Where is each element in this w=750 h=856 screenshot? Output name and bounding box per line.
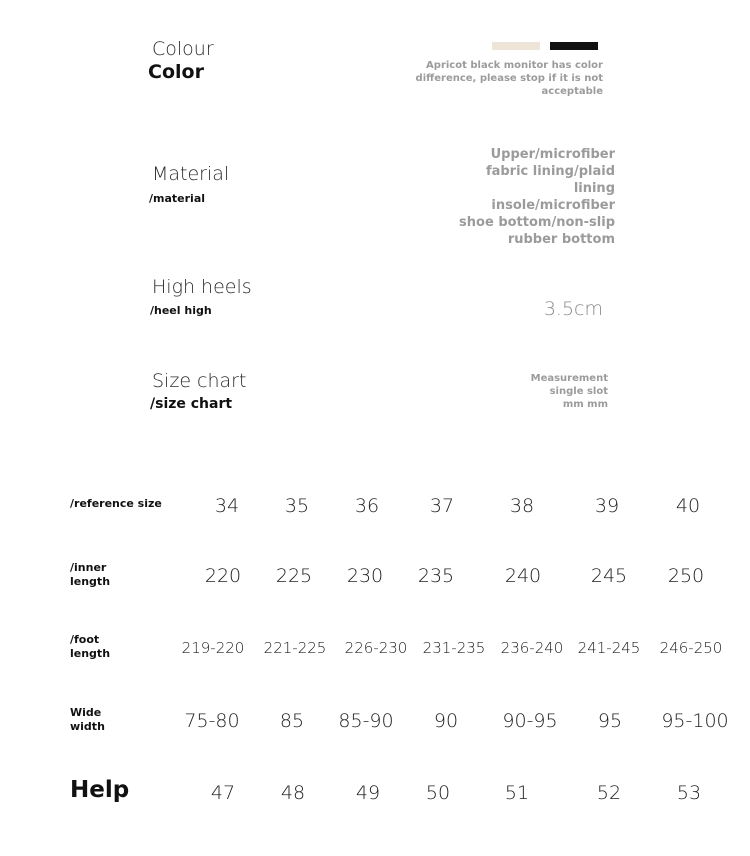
table-cell: 90: [433, 710, 459, 732]
heel-title-cn: /heel high: [150, 304, 212, 317]
heel-height-value: 3.5cm: [543, 298, 603, 320]
table-cell: 34: [214, 495, 240, 517]
table-cell: 48: [280, 782, 306, 804]
table-row-label: [70, 776, 129, 804]
row-label-line: /foot: [70, 633, 100, 646]
row-label-line: length: [70, 575, 111, 588]
table-cell: 231-235: [422, 639, 486, 657]
color-title-cn: Color: [148, 61, 204, 83]
table-row-label: [70, 561, 110, 589]
material-line: lining: [573, 181, 615, 196]
table-cell: 246-250: [659, 639, 723, 657]
row-label-line: Help: [70, 777, 130, 803]
table-cell: 235: [417, 565, 455, 587]
material-line: Upper/microfiber: [490, 147, 615, 162]
row-label-line: /inner: [70, 561, 107, 574]
table-cell: 51: [504, 782, 530, 804]
sizechart-note-line: Measurement: [530, 373, 608, 384]
table-row-label: [70, 706, 105, 734]
table-row-label: [70, 497, 162, 511]
color-note-line: acceptable: [541, 86, 603, 97]
table-cell: 39: [594, 495, 620, 517]
row-label-line: length: [70, 647, 111, 660]
table-cell: 40: [675, 495, 701, 517]
material-line: rubber bottom: [507, 232, 615, 247]
material-line: fabric lining/plaid: [485, 164, 615, 179]
apricot-swatch: [492, 42, 540, 50]
table-cell: 53: [676, 782, 702, 804]
table-cell: 36: [354, 495, 380, 517]
sizechart-title-en: Size chart: [152, 370, 247, 392]
sizechart-note-line: single slot: [549, 386, 608, 397]
row-label-line: width: [70, 720, 105, 733]
material-line: insole/microfiber: [491, 198, 615, 213]
material-title-cn: /material: [149, 192, 206, 205]
table-cell: 225: [275, 565, 313, 587]
table-cell: 241-245: [577, 639, 641, 657]
material-line: shoe bottom/non-slip: [459, 215, 615, 230]
table-cell: 50: [425, 782, 451, 804]
sizechart-note: [531, 372, 608, 411]
table-cell: 38: [509, 495, 535, 517]
table-cell: 220: [204, 565, 242, 587]
table-cell: 37: [429, 495, 455, 517]
heel-title-en: High heels: [152, 276, 252, 298]
table-cell: 35: [284, 495, 310, 517]
row-label-line: Wide: [70, 706, 102, 719]
table-cell: 240: [504, 565, 542, 587]
table-cell: 75-80: [184, 710, 240, 732]
material-description: [459, 146, 615, 248]
table-cell: 226-230: [344, 639, 408, 657]
color-note: [416, 59, 603, 98]
table-cell: 85: [279, 710, 305, 732]
table-cell: 236-240: [500, 639, 564, 657]
table-cell: 219-220: [181, 639, 245, 657]
table-cell: 95: [597, 710, 623, 732]
row-label-line: /reference size: [70, 497, 162, 510]
table-cell: 250: [667, 565, 705, 587]
color-note-line: difference, please stop if it is not: [415, 73, 603, 84]
table-row-label: [70, 633, 110, 661]
sizechart-title-cn: /size chart: [150, 396, 233, 412]
table-cell: 90-95: [502, 710, 558, 732]
table-cell: 47: [210, 782, 236, 804]
table-cell: 230: [346, 565, 384, 587]
color-note-line: Apricot black monitor has color: [426, 60, 603, 71]
table-cell: 52: [596, 782, 622, 804]
material-title-en: Material: [152, 163, 230, 185]
table-cell: 49: [355, 782, 381, 804]
table-cell: 95-100: [661, 710, 729, 732]
table-cell: 221-225: [263, 639, 327, 657]
table-cell: 245: [590, 565, 628, 587]
black-swatch: [550, 42, 598, 50]
table-cell: 85-90: [338, 710, 394, 732]
color-title-en: Colour: [152, 38, 214, 60]
sizechart-note-line: mm mm: [562, 399, 608, 410]
